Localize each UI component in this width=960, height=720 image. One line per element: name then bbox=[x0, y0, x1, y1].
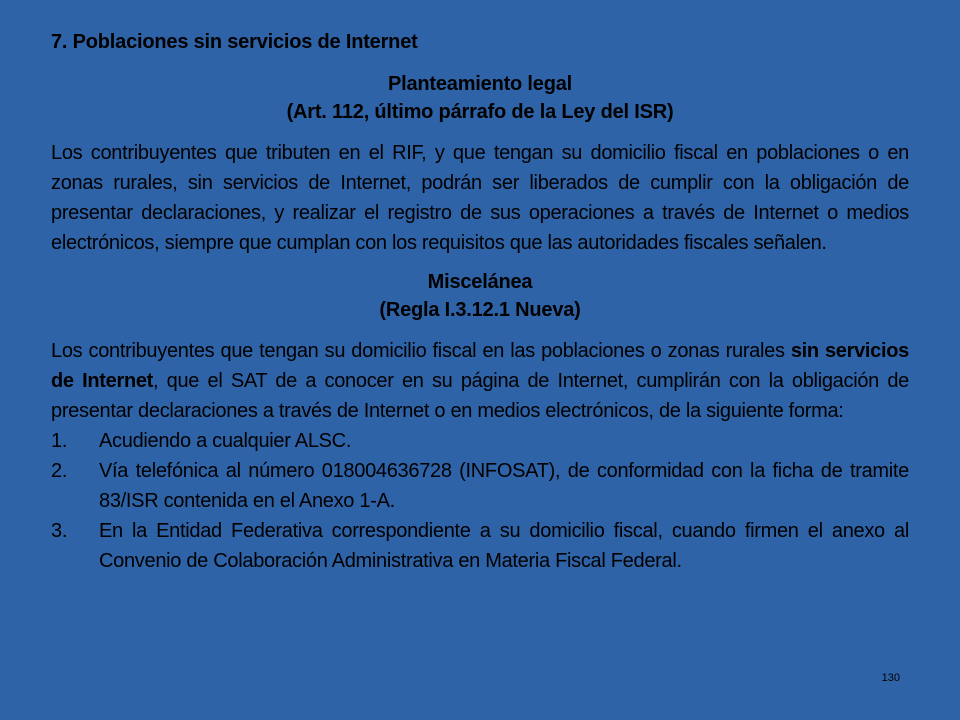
miscelanea-subheading: (Regla I.3.12.1 Nueva) bbox=[379, 299, 581, 321]
legal-paragraph: Los contribuyentes que tributen en el RIF, y que tengan su domicilio fiscal en poblaciones o en zonas rurales, sin servicios de Internet, podrán ser liberados de cumplir con la obligación de presentar declaraciones, y realizar el registro de sus operaciones a través de Internet o medios electrónicos, siempre que cumplan con los requisitos que las autoridades fiscales señalen. bbox=[51, 142, 909, 254]
list-item-text: En la Entidad Federativa correspondiente a su domicilio fiscal, cuando firmen el anexo al Convenio de Colaboración Administrativa en Materia Fiscal Federal. bbox=[99, 520, 909, 572]
legal-heading-block bbox=[51, 70, 909, 126]
list-item-number: 3. bbox=[51, 520, 68, 542]
legal-heading: Planteamiento legal bbox=[387, 73, 573, 95]
miscelanea-heading-block bbox=[51, 268, 909, 324]
list-item-text: Vía telefónica al número 018004636728 (INFOSAT), de conformidad con la ficha de tramite 83/ISR contenida en el Anexo 1-A. bbox=[99, 460, 909, 512]
list-item-text: Acudiendo a cualquier ALSC. bbox=[99, 430, 352, 452]
miscelanea-paragraph-emphasis: sin servicios de Internet bbox=[51, 340, 909, 392]
list-item bbox=[51, 426, 909, 456]
list-item-number: 2. bbox=[51, 460, 68, 482]
miscelanea-paragraph-end: , que el SAT de a conocer en su página de Internet, cumplirán con la obligación de presentar declaraciones a través de Internet o en medios electrónicos, de la siguiente forma: bbox=[51, 370, 909, 422]
miscelanea-paragraph-start: Los contribuyentes que tengan su domicilio fiscal en las poblaciones o zonas rurales bbox=[51, 340, 791, 362]
page-number: 130 bbox=[881, 672, 900, 684]
miscelanea-heading: Miscelánea bbox=[427, 271, 533, 293]
legal-subheading: (Art. 112, último párrafo de la Ley del ISR) bbox=[286, 101, 674, 123]
miscelanea-paragraph bbox=[51, 336, 909, 426]
list-item bbox=[51, 456, 909, 516]
section-title: 7. Poblaciones sin servicios de Internet bbox=[51, 31, 418, 53]
list-item bbox=[51, 516, 909, 576]
requirements-list bbox=[51, 426, 909, 576]
list-item-number: 1. bbox=[51, 430, 68, 452]
